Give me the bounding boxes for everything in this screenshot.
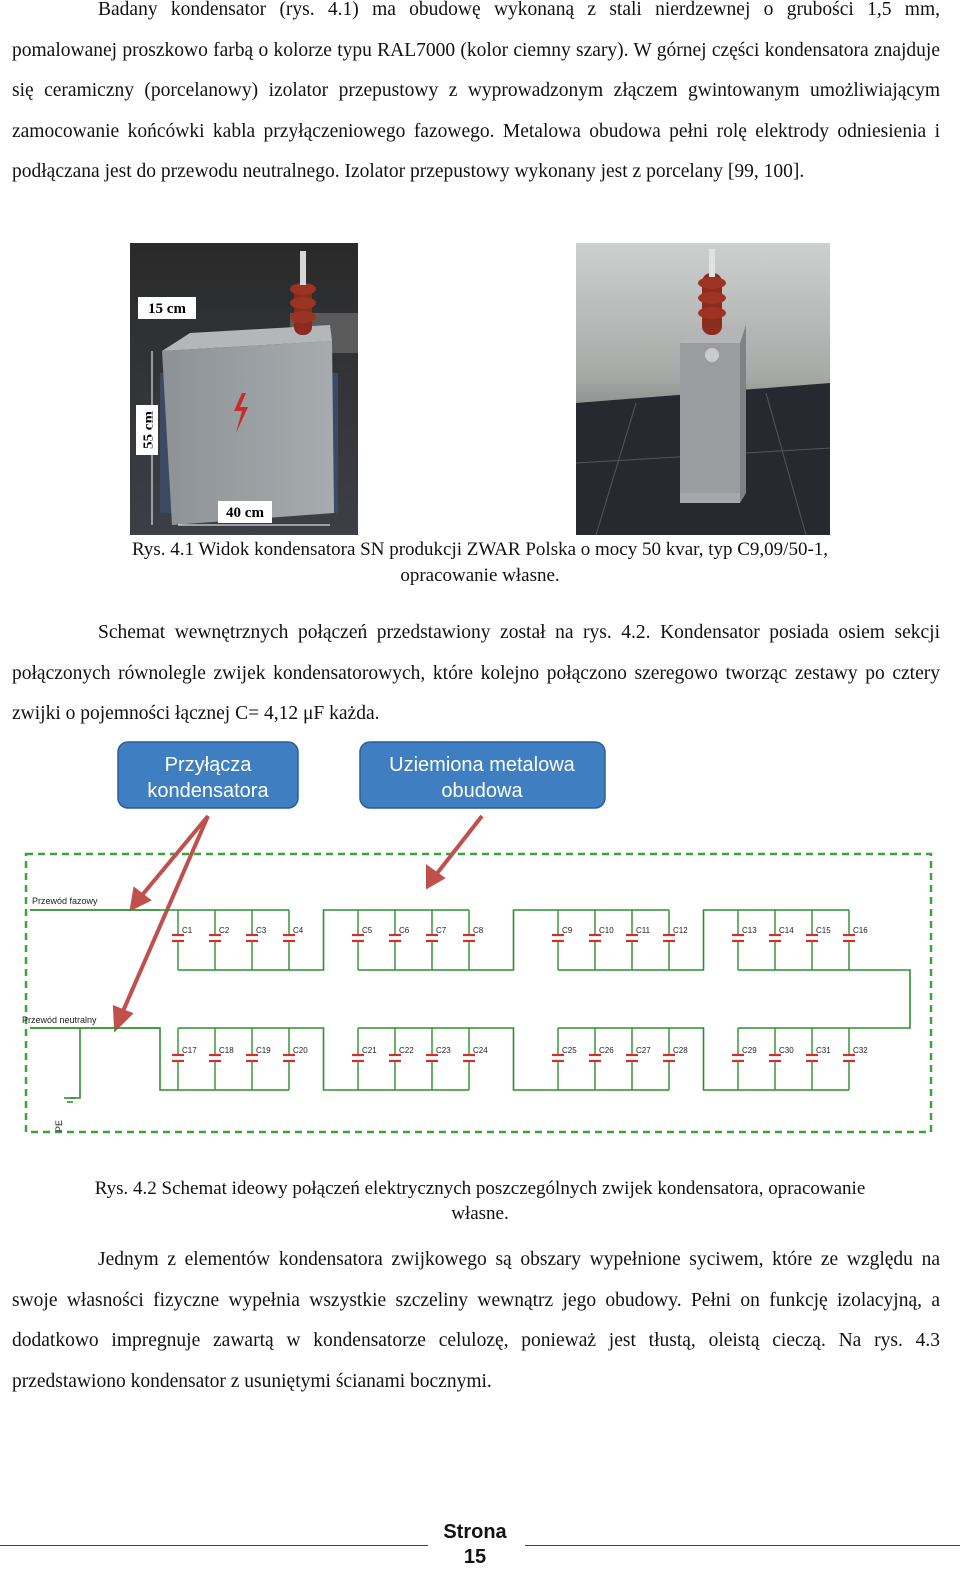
footer-rule-left	[0, 1545, 428, 1546]
capacitor-c7	[426, 910, 447, 970]
pe-label: PE	[54, 1119, 64, 1132]
capacitor-c12	[663, 910, 688, 970]
capacitor-label: C32	[853, 1046, 868, 1055]
neutral-wire-label: Przewód neutralny	[22, 1015, 97, 1025]
capacitor-label: C8	[473, 926, 484, 935]
capacitor-label: C22	[399, 1046, 414, 1055]
capacitor-label: C4	[293, 926, 304, 935]
callout-enclosure-line1: Uziemiona metalowa	[389, 754, 575, 776]
capacitor-photo-side	[576, 243, 830, 535]
figure2-caption-line1: Rys. 4.2 Schemat ideowy połączeń elektrycznych poszczególnych zwijek kondensatora, opracowanie	[94, 1178, 866, 1199]
capacitor-label: C16	[853, 926, 868, 935]
capacitor-c9	[552, 910, 573, 970]
capacitor-c11	[626, 910, 651, 970]
capacitor-label: C1	[182, 926, 193, 935]
dim-width-label: 15 cm	[148, 301, 186, 317]
capacitor-label: C31	[816, 1046, 831, 1055]
capacitor-label: C18	[219, 1046, 234, 1055]
capacitor-c10	[589, 910, 614, 970]
capacitor-label: C13	[742, 926, 757, 935]
capacitor-label: C29	[742, 1046, 757, 1055]
capacitor-label: C15	[816, 926, 831, 935]
footer-page-number: 15	[463, 1546, 487, 1568]
paragraph-schematic-intro: Schemat wewnętrznych połączeń przedstawiony został na rys. 4.2. Kondensator posiada osiem sekcji połączonych równolegle zwijek kondensatorowych, które kolejno połączono szeregowo tworząc zestawy po cztery zwijki o pojemności łącznej C= 4,12 μF każda.	[12, 622, 940, 725]
capacitor-c21	[352, 1028, 377, 1090]
capacitor-c3	[246, 910, 267, 970]
paragraph-intro: Badany kondensator (rys. 4.1) ma obudowę wykonaną z stali nierdzewnej o grubości 1,5 mm, pomalowanej proszkowo farbą o kolorze typu RAL7000 (kolor ciemny szary). W górnej części kondensatora znajduje się ceramiczny (porcelanowy) izolator przepustowy z wyprowadzonym złączem gwintowanym umożliwiającym zamocowanie końcówki kabla przyłączeniowego fazowego. Metalowa obudowa pełni rolę elektrody odniesienia i podłączana jest do przewodu neutralnego. Izolator przepustowy wykonany jest z porcelany [99, 100].	[12, 0, 940, 183]
capacitor-label: C23	[436, 1046, 451, 1055]
capacitor-c2	[209, 910, 230, 970]
capacitor-label: C7	[436, 926, 447, 935]
capacitor-c32	[843, 1028, 868, 1090]
capacitor-c29	[732, 1028, 757, 1090]
capacitor-c24	[463, 1028, 488, 1090]
dim-height-label: 55 cm	[141, 411, 157, 449]
capacitor-label: C12	[673, 926, 688, 935]
capacitor-c27	[626, 1028, 651, 1090]
capacitor-label: C28	[673, 1046, 688, 1055]
capacitor-c23	[426, 1028, 451, 1090]
capacitor-c6	[389, 910, 410, 970]
capacitor-label: C27	[636, 1046, 651, 1055]
callout-connections	[118, 742, 298, 808]
capacitor-c4	[283, 910, 304, 970]
callout-connections-line1: Przyłącza	[164, 754, 252, 776]
capacitor-c31	[806, 1028, 831, 1090]
capacitor-label: C26	[599, 1046, 614, 1055]
capacitor-label: C11	[636, 926, 651, 935]
capacitor-label: C5	[362, 926, 373, 935]
figure1-caption-line1: Rys. 4.1 Widok kondensatora SN produkcji ZWAR Polska o mocy 50 kvar, typ C9,09/50-1,	[131, 539, 829, 560]
capacitor-c13	[732, 910, 757, 970]
capacitor-label: C25	[562, 1046, 577, 1055]
capacitor-c20	[283, 1028, 308, 1090]
capacitor-c30	[769, 1028, 794, 1090]
dim-length-label: 40 cm	[226, 505, 264, 521]
page-footer	[430, 1520, 520, 1570]
footer-rule-right	[525, 1545, 960, 1546]
capacitor-label: C9	[562, 926, 573, 935]
phase-wire-label: Przewód fazowy	[32, 896, 98, 906]
capacitor-c16	[843, 910, 868, 970]
callout-grounded-enclosure	[360, 742, 605, 808]
capacitor-label: C24	[473, 1046, 488, 1055]
capacitor-label: C30	[779, 1046, 794, 1055]
capacitor-label: C10	[599, 926, 614, 935]
capacitor-label: C21	[362, 1046, 377, 1055]
capacitor-c8	[463, 910, 484, 970]
footer-page-label: Strona	[443, 1521, 507, 1543]
capacitor-c19	[246, 1028, 271, 1090]
capacitor-c17	[172, 1028, 197, 1090]
capacitor-label: C19	[256, 1046, 271, 1055]
capacitor-c14	[769, 910, 794, 970]
capacitor-photo-front	[130, 243, 358, 535]
capacitor-c15	[806, 910, 831, 970]
figure1-caption-line2: opracowanie własne.	[400, 565, 560, 586]
capacitor-label: C20	[293, 1046, 308, 1055]
capacitor-c1	[172, 910, 193, 970]
capacitor-label: C14	[779, 926, 794, 935]
capacitor-c25	[552, 1028, 577, 1090]
figure2-caption-line2: własne.	[451, 1203, 509, 1224]
capacitor-c22	[389, 1028, 414, 1090]
capacitor-c5	[352, 910, 373, 970]
capacitor-c18	[209, 1028, 234, 1090]
circuit-schematic	[20, 738, 940, 1138]
capacitor-label: C6	[399, 926, 410, 935]
capacitor-c26	[589, 1028, 614, 1090]
capacitor-label: C3	[256, 926, 267, 935]
callout-connections-line2: kondensatora	[147, 780, 269, 802]
callout-enclosure-line2: obudowa	[441, 780, 523, 802]
paragraph-impregnant: Jednym z elementów kondensatora zwijkowego są obszary wypełnione syciwem, które ze względu na swoje własności fizyczne wypełnia wszystkie szczeliny wewnątrz jego obudowy. Pełni on funkcję izolacyjną, a dodatkowo impregnuje zawartą w kondensatorze celulozę, ponieważ jest tłustą, oleistą cieczą. Na rys. 4.3 przedstawiono kondensator z usuniętymi ścianami bocznymi.	[12, 1249, 940, 1392]
capacitor-c28	[663, 1028, 688, 1090]
capacitor-label: C2	[219, 926, 230, 935]
capacitor-label: C17	[182, 1046, 197, 1055]
